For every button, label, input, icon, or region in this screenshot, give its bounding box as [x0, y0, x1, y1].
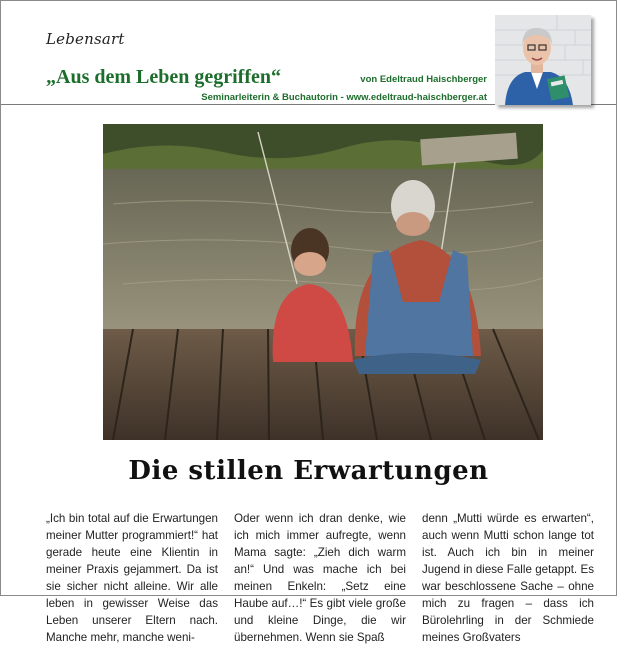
- article-column-3: denn „Mutti würde es erwarten“, auch wenn Mutti schon lange tot ist. Auch ich bin in meiner Jugend in diese Falle getappt. Es war beschlossene Sache – ohne mich zu fragen – dass ich Bürolehrling in der Schmiede meines Großvaters: [422, 512, 594, 644]
- article-headline: Die stillen Erwartungen: [128, 456, 489, 486]
- author-portrait-illustration: [495, 15, 591, 105]
- author-portrait: [495, 15, 591, 105]
- author-byline: von Edeltraud Haischberger: [360, 74, 487, 85]
- author-info: Seminarleiterin & Buchautorin - www.edeltraud-haischberger.at: [201, 92, 487, 103]
- column-title: „Aus dem Leben gegriffen“: [46, 66, 281, 88]
- section-label: Lebensart: [46, 30, 125, 48]
- fishing-scene-illustration: [103, 124, 543, 440]
- article-photo: [103, 124, 543, 440]
- article-column-1: „Ich bin total auf die Erwartungen meiner Mutter programmiert!“ hat gerade heute eine Klientin in meiner Praxis gejammert. Da ist sie sicher nicht alleine. Wir alle leben in gewisser Weise das Leben unserer Eltern nach. Manche mehr, manche weni-: [46, 512, 218, 644]
- article-column-2: Oder wenn ich dran denke, wie ich mich immer aufregte, wenn Mama sagte: „Zieh dich warm an!“ Und was mache ich bei meinen Enkeln: „Setz eine Haube auf…!“ Es gibt viele große und kleine Dinge, die wir übernehmen. Wenn sie Spaß: [234, 512, 406, 644]
